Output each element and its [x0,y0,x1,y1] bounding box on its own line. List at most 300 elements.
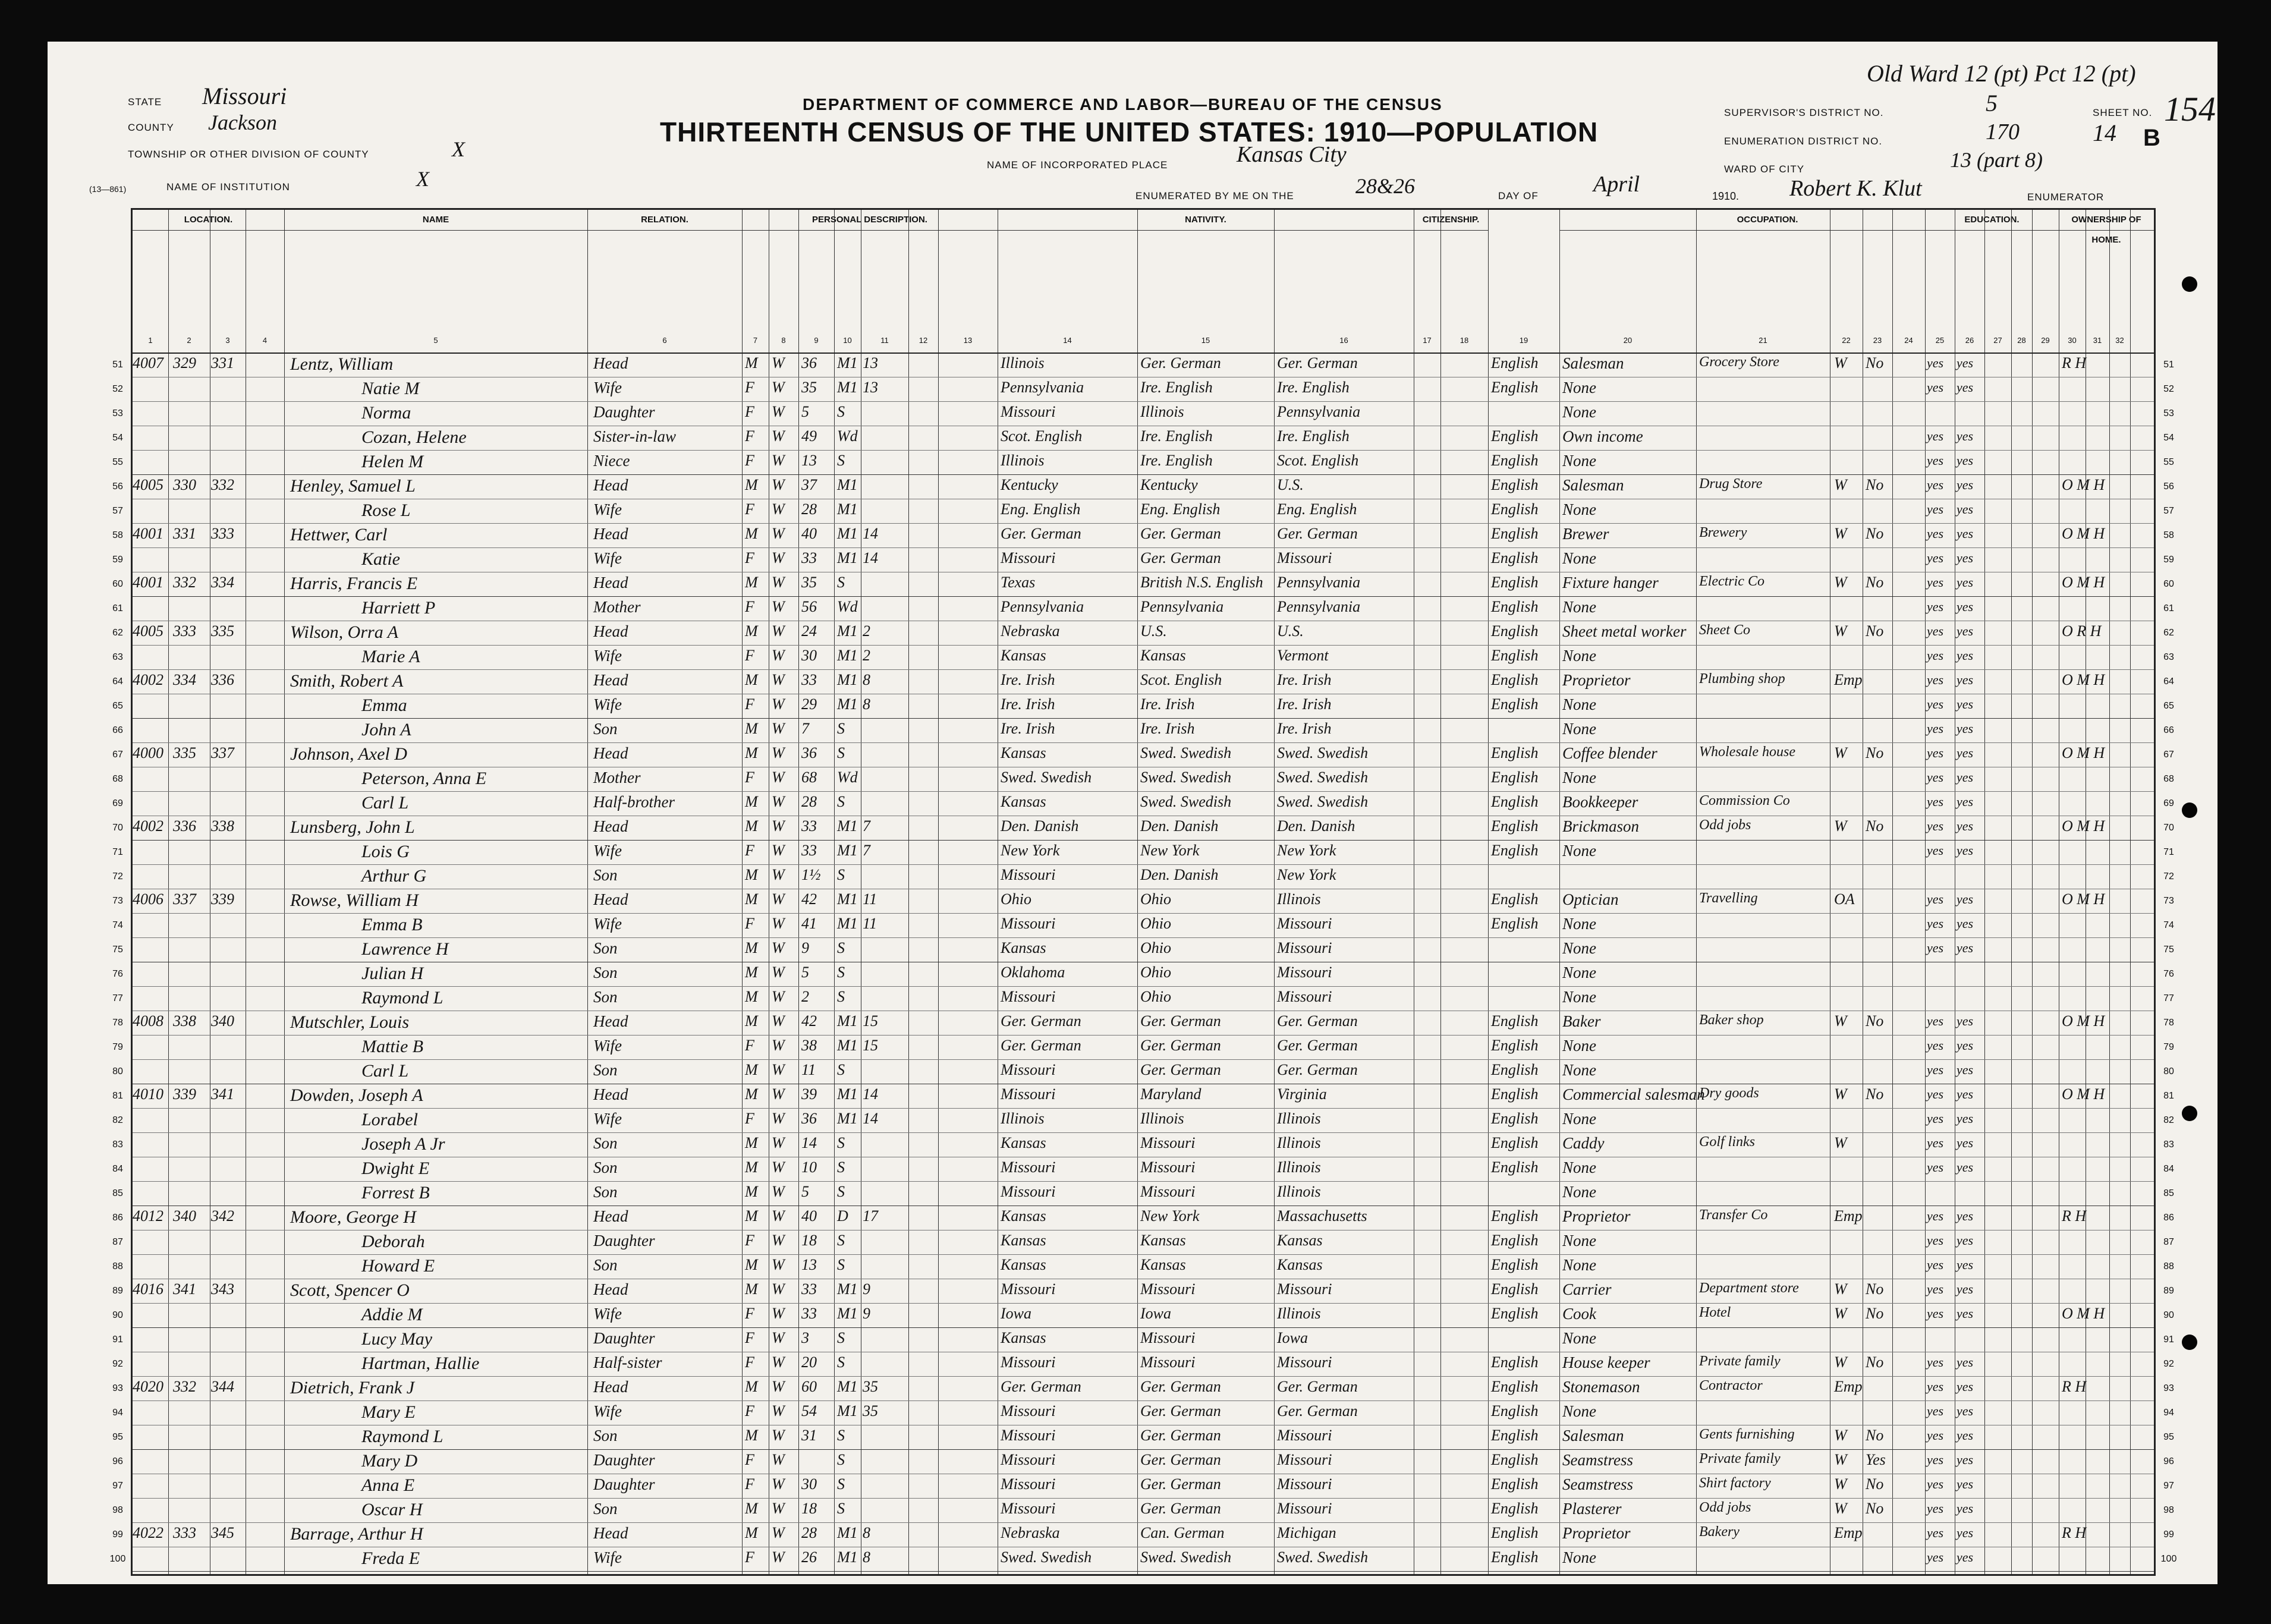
race-cell: W [772,452,785,469]
row-rule [133,1254,2154,1255]
marital-status-cell: M1 [837,525,858,542]
row-rule [133,1327,2154,1328]
column-rule [587,210,588,1574]
marital-status-cell: M1 [837,1305,858,1322]
mother-birthplace-cell: New York [1277,866,1336,883]
column-rule [1274,210,1275,1574]
family-number-cell: 337 [211,744,234,761]
line-number: 76 [112,969,123,979]
house-number-cell: 4016 [133,1280,163,1298]
industry-cell: Travelling [1699,890,1758,906]
column-rule [798,210,799,1574]
line-number: 89 [112,1286,123,1296]
years-married-cell: 8 [863,1549,870,1566]
mother-birthplace-cell: Ire. English [1277,379,1350,396]
marital-status-cell: S [837,1451,845,1468]
race-cell: W [772,769,785,786]
race-cell: W [772,1134,785,1151]
age-cell: 26 [801,1549,817,1566]
years-married-cell: 15 [863,1012,878,1030]
out-of-work-cell: No [1866,525,1884,542]
employer-class-cell: W [1834,817,1847,835]
education-mark: yes [1927,1208,1944,1223]
employer-class-cell: W [1834,1085,1847,1103]
person-name-cell: Arthur G [361,866,427,886]
mother-birthplace-cell: Ger. German [1277,1378,1358,1395]
sex-cell: M [745,964,758,981]
marital-status-cell: S [837,1232,845,1249]
mother-birthplace-cell: Ire. Irish [1277,695,1332,713]
home-ownership-cell: O M H [2062,1305,2105,1322]
line-number: 86 [2163,1213,2174,1223]
sex-cell: M [745,988,758,1005]
years-married-cell: 14 [863,1085,878,1103]
home-ownership-cell: O M H [2062,1012,2105,1030]
column-rule [908,210,909,1574]
column-rule [1984,210,1985,1574]
line-number: 73 [2163,896,2174,906]
father-birthplace-cell: Ger. German [1140,1427,1221,1444]
mother-birthplace-cell: Missouri [1277,1451,1332,1468]
relation-cell: Wife [593,1037,622,1055]
language-cell: English [1491,1256,1539,1273]
line-number: 64 [112,676,123,687]
line-number: 91 [2163,1335,2174,1345]
employer-class-cell: Emp [1834,1524,1863,1541]
language-cell: English [1491,525,1539,542]
person-name-cell: Dowden, Joseph A [290,1085,423,1105]
trade-cell: None [1562,1402,1596,1420]
trade-cell: None [1562,720,1596,738]
sex-cell: F [745,598,754,615]
relation-cell: Son [593,1427,618,1444]
education-mark: yes [1957,1428,1974,1443]
age-cell: 5 [801,964,809,981]
birthplace-cell: Missouri [1001,1402,1056,1420]
out-of-work-cell: No [1866,354,1884,372]
family-number-cell: 334 [211,574,234,591]
marital-status-cell: M1 [837,915,858,932]
column-rule [834,210,835,1574]
punch-hole [2182,1106,2197,1121]
trade-cell: Plasterer [1562,1500,1622,1518]
race-cell: W [772,1378,785,1395]
language-cell: English [1491,1378,1539,1395]
birthplace-cell: New York [1001,842,1060,859]
dwelling-number-cell: 333 [173,622,196,640]
person-name-cell: Rowse, William H [290,890,419,910]
education-mark: yes [1957,940,1974,955]
marital-status-cell: M1 [837,476,858,493]
sex-cell: M [745,1378,758,1395]
marital-status-cell: M1 [837,1110,858,1127]
age-cell: 13 [801,452,817,469]
age-cell: 37 [801,476,817,493]
birthplace-cell: Kansas [1001,1232,1046,1249]
marital-status-cell: M1 [837,354,858,372]
years-married-cell: 15 [863,1037,878,1054]
sex-cell: M [745,1280,758,1298]
person-name-cell: Deborah [361,1232,425,1251]
age-cell: 54 [801,1402,817,1420]
mother-birthplace-cell: Ger. German [1277,1012,1358,1030]
group-citizenship: CITIZENSHIP. [1414,210,1488,231]
dwelling-number-cell: 336 [173,817,196,835]
out-of-work-cell: No [1866,817,1884,835]
line-number: 84 [2163,1164,2174,1174]
trade-cell: None [1562,1110,1596,1128]
age-cell: 68 [801,769,817,786]
line-number: 72 [2163,871,2174,882]
birthplace-cell: Swed. Swedish [1001,1549,1092,1566]
sex-cell: F [745,549,754,566]
education-mark: yes [1927,453,1944,468]
line-number: 97 [2163,1481,2174,1491]
father-birthplace-cell: Ire. Irish [1140,720,1195,737]
relation-cell: Wife [593,647,622,665]
race-cell: W [772,1110,785,1127]
language-cell: English [1491,379,1539,396]
mother-birthplace-cell: Ger. German [1277,1037,1358,1054]
industry-cell: Baker shop [1699,1012,1764,1028]
education-mark: yes [1927,1282,1944,1296]
education-mark: yes [1927,1014,1944,1028]
education-mark: yes [1927,1428,1944,1443]
birthplace-cell: Ire. Irish [1001,720,1055,737]
birthplace-cell: Missouri [1001,1500,1056,1517]
relation-cell: Son [593,1061,618,1079]
education-mark: yes [1927,1550,1944,1565]
age-cell: 41 [801,915,817,932]
line-number: 79 [2163,1042,2174,1052]
education-mark: yes [1957,794,1974,809]
trade-cell: None [1562,549,1596,567]
father-birthplace-cell: Ohio [1140,939,1171,956]
person-name-cell: Raymond L [361,988,443,1008]
person-name-cell: Johnson, Axel D [290,744,407,764]
education-mark: yes [1957,1257,1974,1272]
column-number: 28 [2017,336,2026,345]
education-mark: yes [1927,575,1944,590]
father-birthplace-cell: Kansas [1140,1232,1186,1249]
family-number-cell: 336 [211,671,234,688]
sex-cell: M [745,622,758,640]
enumerated-day: 28&26 [1355,174,1416,198]
marital-status-cell: S [837,1159,845,1176]
education-mark: yes [1957,648,1974,663]
relation-cell: Wife [593,915,622,933]
census-title: THIRTEENTH CENSUS OF THE UNITED STATES: 1910—POPULATION [660,117,1599,147]
line-number: 95 [2163,1432,2174,1442]
employer-class-cell: W [1834,1500,1847,1517]
education-mark: yes [1927,1233,1944,1248]
person-name-cell: Lunsberg, John L [290,817,415,837]
person-name-cell: Rose L [361,501,411,520]
line-number: 84 [112,1164,123,1174]
mother-birthplace-cell: Swed. Swedish [1277,744,1369,761]
marital-status-cell: M1 [837,1037,858,1054]
education-mark: yes [1957,697,1974,712]
line-number: 87 [112,1237,123,1247]
mother-birthplace-cell: Illinois [1277,1134,1321,1151]
sex-cell: F [745,427,754,445]
birthplace-cell: Nebraska [1001,1524,1060,1541]
education-mark: yes [1957,1282,1974,1296]
line-number: 79 [112,1042,123,1052]
column-rule [168,210,169,1574]
sex-cell: M [745,1427,758,1444]
line-number: 98 [2163,1505,2174,1515]
dwelling-number-cell: 341 [173,1280,196,1298]
sex-cell: M [745,1012,758,1030]
person-name-cell: Lois G [361,842,410,861]
line-number: 87 [2163,1237,2174,1247]
employer-class-cell: W [1834,1012,1847,1030]
column-number: 16 [1339,336,1348,345]
relation-cell: Head [593,1378,628,1396]
house-number-cell: 4001 [133,525,163,542]
birthplace-cell: Ohio [1001,890,1031,908]
years-married-cell: 2 [863,622,870,640]
trade-cell: Coffee blender [1562,744,1657,762]
trade-cell: None [1562,452,1596,470]
birthplace-cell: Illinois [1001,452,1045,469]
house-number-cell: 4022 [133,1524,163,1541]
family-number-cell: 332 [211,476,234,493]
education-mark: yes [1957,599,1974,614]
race-cell: W [772,964,785,981]
race-cell: W [772,403,785,420]
person-name-cell: Katie [361,549,400,569]
birthplace-cell: Missouri [1001,1280,1056,1298]
marital-status-cell: M1 [837,501,858,518]
education-mark: yes [1957,477,1974,492]
line-number: 100 [109,1554,126,1564]
county-label: COUNTY [128,122,174,133]
industry-cell: Shirt factory [1699,1475,1771,1491]
education-mark: yes [1957,672,1974,687]
ward-value: 13 (part 8) [1950,148,2043,172]
row-rule [133,1400,2154,1401]
home-ownership-cell: R H [2062,354,2087,372]
education-mark: yes [1957,843,1974,858]
family-number-cell: 331 [211,354,234,372]
family-number-cell: 335 [211,622,234,640]
trade-cell: None [1562,695,1596,713]
line-number: 76 [2163,969,2174,979]
sex-cell: M [745,574,758,591]
father-birthplace-cell: Missouri [1140,1134,1196,1151]
language-cell: English [1491,1500,1539,1517]
line-number: 72 [112,871,123,882]
education-mark: yes [1927,477,1944,492]
column-number: 32 [2115,336,2124,345]
marital-status-cell: S [837,793,845,810]
trade-cell: None [1562,403,1596,421]
mother-birthplace-cell: Swed. Swedish [1277,793,1369,810]
relation-cell: Head [593,890,628,908]
years-married-cell: 7 [863,842,870,859]
age-cell: 14 [801,1134,817,1151]
trade-cell: Salesman [1562,354,1624,372]
education-mark: yes [1957,355,1974,370]
department-title: DEPARTMENT OF COMMERCE AND LABOR—BUREAU OF THE CENSUS [803,95,1443,114]
person-name-cell: Raymond L [361,1427,443,1446]
line-number: 53 [112,408,123,418]
trade-cell: None [1562,964,1596,981]
column-rule [1488,210,1489,1574]
trade-cell: None [1562,1256,1596,1274]
marital-status-cell: S [837,1475,845,1493]
relation-cell: Daughter [593,403,655,421]
relation-cell: Head [593,574,628,591]
trade-cell: Optician [1562,890,1619,908]
column-number: 24 [1904,336,1913,345]
line-number: 95 [112,1432,123,1442]
language-cell: English [1491,647,1539,664]
column-rule [742,210,743,1574]
race-cell: W [772,525,785,542]
dwelling-number-cell: 335 [173,744,196,761]
line-number: 68 [2163,774,2174,784]
race-cell: W [772,598,785,615]
father-birthplace-cell: Ohio [1140,890,1171,908]
education-mark: yes [1957,1452,1974,1467]
mother-birthplace-cell: Missouri [1277,964,1332,981]
relation-cell: Head [593,525,628,543]
column-number: 6 [662,336,667,345]
person-name-cell: Mary E [361,1402,416,1422]
age-cell: 20 [801,1354,817,1371]
mother-birthplace-cell: Kansas [1277,1232,1323,1249]
sex-cell: M [745,1524,758,1541]
group-relation: RELATION. [587,210,742,231]
language-cell: English [1491,549,1539,566]
father-birthplace-cell: Ire. Irish [1140,695,1195,713]
race-cell: W [772,354,785,372]
age-cell: 29 [801,695,817,713]
industry-cell: Private family [1699,1354,1781,1369]
industry-cell: Plumbing shop [1699,671,1785,687]
person-name-cell: Norma [361,403,411,423]
line-number: 58 [112,530,123,540]
language-cell: English [1491,817,1539,835]
father-birthplace-cell: Ger. German [1140,354,1221,372]
race-cell: W [772,1305,785,1322]
row-rule [133,1108,2154,1109]
person-name-cell: Scott, Spencer O [290,1280,410,1300]
trade-cell: Stonemason [1562,1378,1640,1396]
language-cell: English [1491,427,1539,445]
years-married-cell: 8 [863,1524,870,1541]
column-number: 3 [225,336,230,345]
mother-birthplace-cell: Missouri [1277,1354,1332,1371]
education-mark: yes [1957,745,1974,760]
house-number-cell: 4002 [133,671,163,688]
birthplace-cell: Ger. German [1001,525,1081,542]
employer-class-cell: W [1834,622,1847,640]
column-number: 9 [814,336,819,345]
sex-cell: M [745,817,758,835]
home-ownership-cell: O M H [2062,817,2105,835]
marital-status-cell: S [837,1061,845,1078]
education-mark: yes [1927,355,1944,370]
line-number: 54 [2163,433,2174,443]
language-cell: English [1491,1451,1539,1468]
industry-cell: Commission Co [1699,793,1790,808]
birthplace-cell: Missouri [1001,1183,1056,1200]
line-number: 69 [2163,798,2174,808]
age-cell: 36 [801,1110,817,1127]
mother-birthplace-cell: Den. Danish [1277,817,1355,835]
age-cell: 38 [801,1037,817,1054]
father-birthplace-cell: Ohio [1140,915,1171,932]
house-number-cell: 4007 [133,354,163,372]
row-rule [133,1303,2154,1304]
industry-cell: Electric Co [1699,574,1764,589]
years-married-cell: 14 [863,1110,878,1127]
person-name-cell: Joseph A Jr [361,1134,445,1154]
birthplace-cell: Pennsylvania [1001,598,1084,615]
birthplace-cell: Missouri [1001,1159,1056,1176]
race-cell: W [772,890,785,908]
line-number: 67 [2163,750,2174,760]
race-cell: W [772,939,785,956]
dwelling-number-cell: 338 [173,1012,196,1030]
dwelling-number-cell: 332 [173,1378,196,1395]
language-cell: English [1491,744,1539,761]
relation-cell: Head [593,354,628,372]
row-rule [133,718,2154,719]
line-number: 86 [112,1213,123,1223]
mother-birthplace-cell: Missouri [1277,1280,1332,1298]
trade-cell: None [1562,988,1596,1006]
group-occupation: OCCUPATION. [1559,210,1976,231]
trade-cell: Salesman [1562,1427,1624,1444]
education-mark: yes [1957,575,1974,590]
person-name-cell: Howard E [361,1256,435,1276]
line-number: 71 [2163,847,2174,857]
age-cell: 2 [801,988,809,1005]
census-table [109,208,2177,1576]
education-mark: yes [1927,745,1944,760]
row-rule [133,1449,2154,1450]
father-birthplace-cell: Ire. English [1140,427,1213,445]
father-birthplace-cell: Scot. English [1140,671,1222,688]
person-name-cell: Peterson, Anna E [361,769,487,788]
education-mark: yes [1927,1477,1944,1491]
line-number: 93 [2163,1383,2174,1393]
person-name-cell: Lawrence H [361,939,449,959]
language-cell: English [1491,1475,1539,1493]
line-number: 66 [2163,725,2174,735]
industry-cell: Odd jobs [1699,817,1751,833]
person-name-cell: Forrest B [361,1183,430,1203]
line-number: 65 [2163,701,2174,711]
row-rule [133,669,2154,670]
education-mark: yes [1927,672,1944,687]
marital-status-cell: S [837,720,845,737]
line-number: 70 [112,823,123,833]
person-name-cell: Natie M [361,379,420,398]
mother-birthplace-cell: Massachusetts [1277,1207,1367,1225]
line-number: 56 [2163,481,2174,492]
sex-cell: F [745,1549,754,1566]
marital-status-cell: M1 [837,1524,858,1541]
house-number-cell: 4008 [133,1012,163,1030]
father-birthplace-cell: Den. Danish [1140,866,1219,883]
marital-status-cell: M1 [837,842,858,859]
